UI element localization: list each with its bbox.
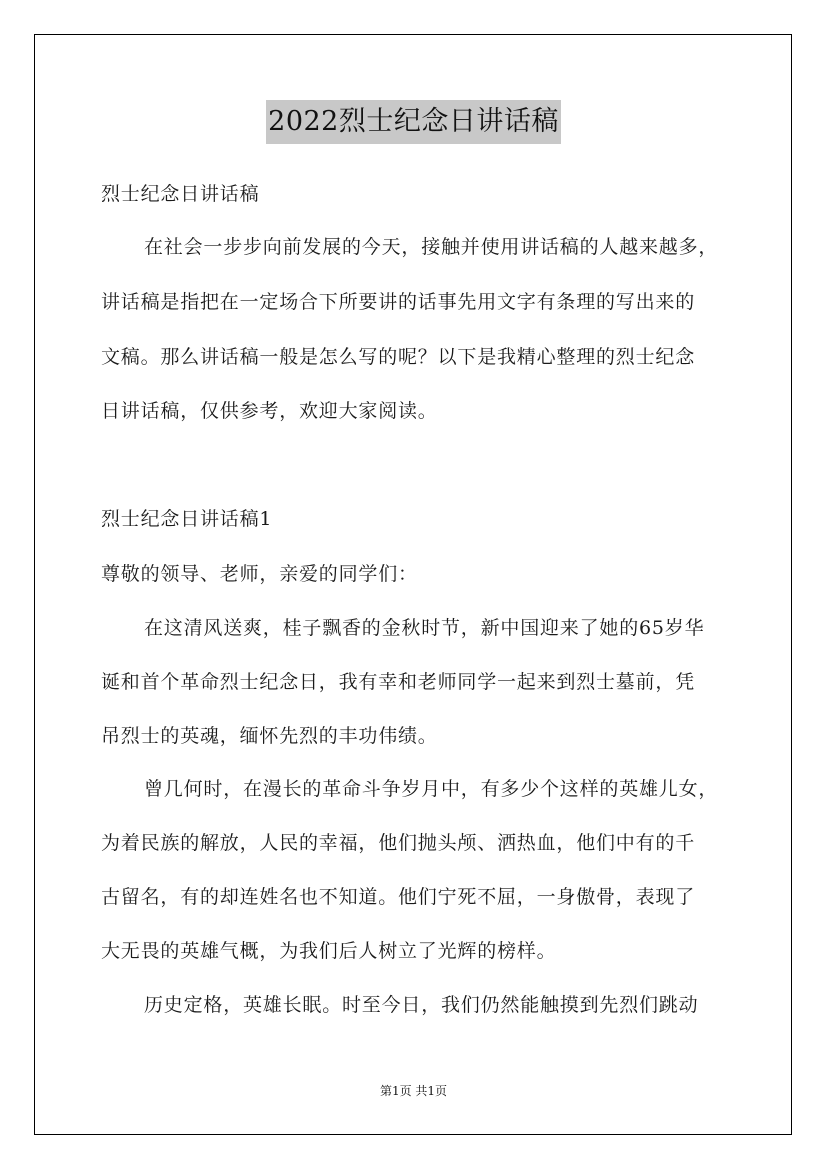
- paragraph-line: 大无畏的英雄气概，为我们后人树立了光辉的榜样。: [101, 940, 557, 962]
- document-title: 2022烈士纪念日讲话稿: [266, 100, 561, 144]
- page-footer: 第1页 共1页: [379, 1084, 448, 1098]
- paragraph-line: 为着民族的解放，人民的幸福，他们抛头颅、洒热血，他们中有的千: [101, 832, 696, 854]
- paragraph-line: 诞和首个革命烈士纪念日，我有幸和老师同学一起来到烈士墓前，凭: [101, 671, 696, 693]
- paragraph-line: 讲话稿是指把在一定场合下所要讲的话事先用文字有条理的写出来的: [101, 291, 696, 313]
- paragraph-line: 历史定格，英雄长眠。时至今日，我们仍然能触摸到先烈们跳动: [144, 994, 699, 1016]
- paragraph-line: 在社会一步步向前发展的今天，接触并使用讲话稿的人越来越多，: [144, 236, 719, 258]
- subtitle-line: 烈士纪念日讲话稿: [101, 183, 260, 205]
- paragraph-line: 曾几何时，在漫长的革命斗争岁月中，有多少个这样的英雄儿女，: [144, 778, 719, 800]
- paragraph-line: 在这清风送爽，桂子飘香的金秋时节，新中国迎来了她的65岁华: [144, 617, 705, 639]
- salutation-line: 尊敬的领导、老师，亲爱的同学们：: [101, 563, 418, 585]
- paragraph-line: 古留名，有的却连姓名也不知道。他们宁死不屈，一身傲骨，表现了: [101, 886, 696, 908]
- title-container: [0, 100, 827, 144]
- section-heading: 烈士纪念日讲话稿1: [101, 508, 273, 530]
- paragraph-line: 日讲话稿，仅供参考，欢迎大家阅读。: [101, 400, 438, 422]
- paragraph-line: 吊烈士的英魂，缅怀先烈的丰功伟绩。: [101, 725, 438, 747]
- paragraph-line: 文稿。那么讲话稿一般是怎么写的呢？以下是我精心整理的烈士纪念: [101, 346, 696, 368]
